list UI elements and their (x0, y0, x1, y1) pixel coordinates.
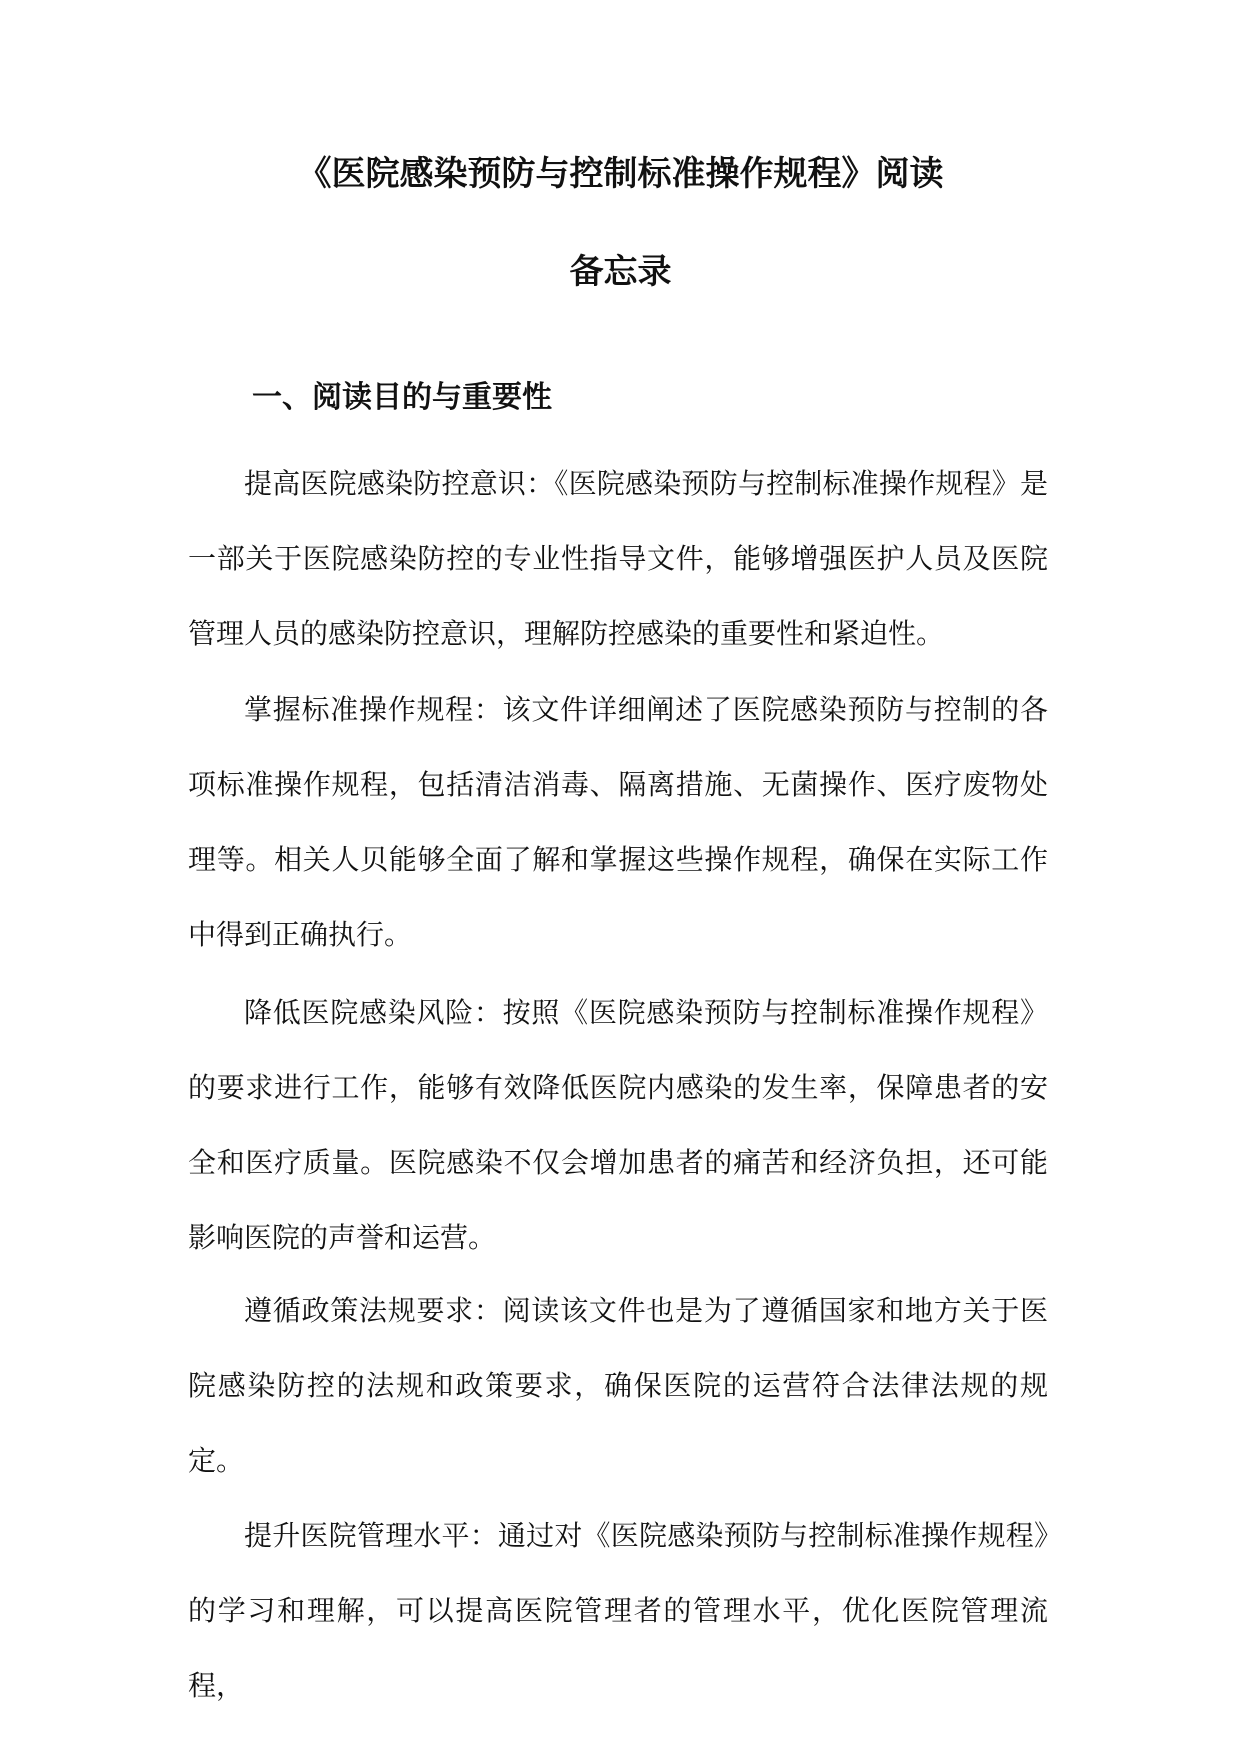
document-title-line-1: 《医院感染预防与控制标准操作规程》阅读 (297, 154, 944, 194)
paragraph-text: 该文件详细阐述了医院感染预防与控制的各项标准操作规程，包括清洁消毒、隔离措施、无菌操作、医疗废物处理等。相关人贝能够全面了解和掌握这些操作规程，确保在实际工作中得到正确执行。 (188, 693, 1048, 951)
paragraph-lead: 提升医院管理水平： (244, 1519, 498, 1552)
paragraph-lead: 遵循政策法规要求： (244, 1294, 503, 1327)
document-title-line-2: 备忘录 (569, 252, 672, 292)
paragraph-lead: 掌握标准操作规程： (244, 693, 503, 726)
paragraph-1 (188, 446, 1048, 671)
paragraph-lead: 降低医院感染风险： (244, 996, 503, 1029)
section-heading: 一、阅读目的与重要性 (252, 380, 552, 415)
paragraph-2 (188, 672, 1048, 972)
paragraph-3 (188, 975, 1048, 1275)
paragraph-text: 阅读该文件也是为了遵循国家和地方关于医院感染防控的法规和政策要求，确保医院的运营符合法律法规的规定。 (188, 1294, 1048, 1477)
paragraph-text: 通过对《医院感染预防与控制标准操作规程》的学习和理解，可以提高医院管理者的管理水平，优化医院管理流程， (188, 1519, 1048, 1702)
paragraph-text: 按照《医院感染预防与控制标准操作规程》的要求进行工作，能够有效降低医院内感染的发生率，保障患者的安全和医疗质量。医院感染不仅会增加患者的痛苦和经济负担，还可能影响医院的声誉和运营。 (188, 996, 1048, 1254)
paragraph-4 (188, 1273, 1048, 1498)
paragraph-lead: 提高医院感染防控意识： (244, 467, 555, 500)
paragraph-text: 《医院感染预防与控制标准操作规程》是一部关于医院感染防控的专业性指导文件，能够增强医护人员及医院管理人员的感染防控意识，理解防控感染的重要性和紧迫性。 (188, 467, 1048, 650)
paragraph-5 (188, 1498, 1048, 1723)
